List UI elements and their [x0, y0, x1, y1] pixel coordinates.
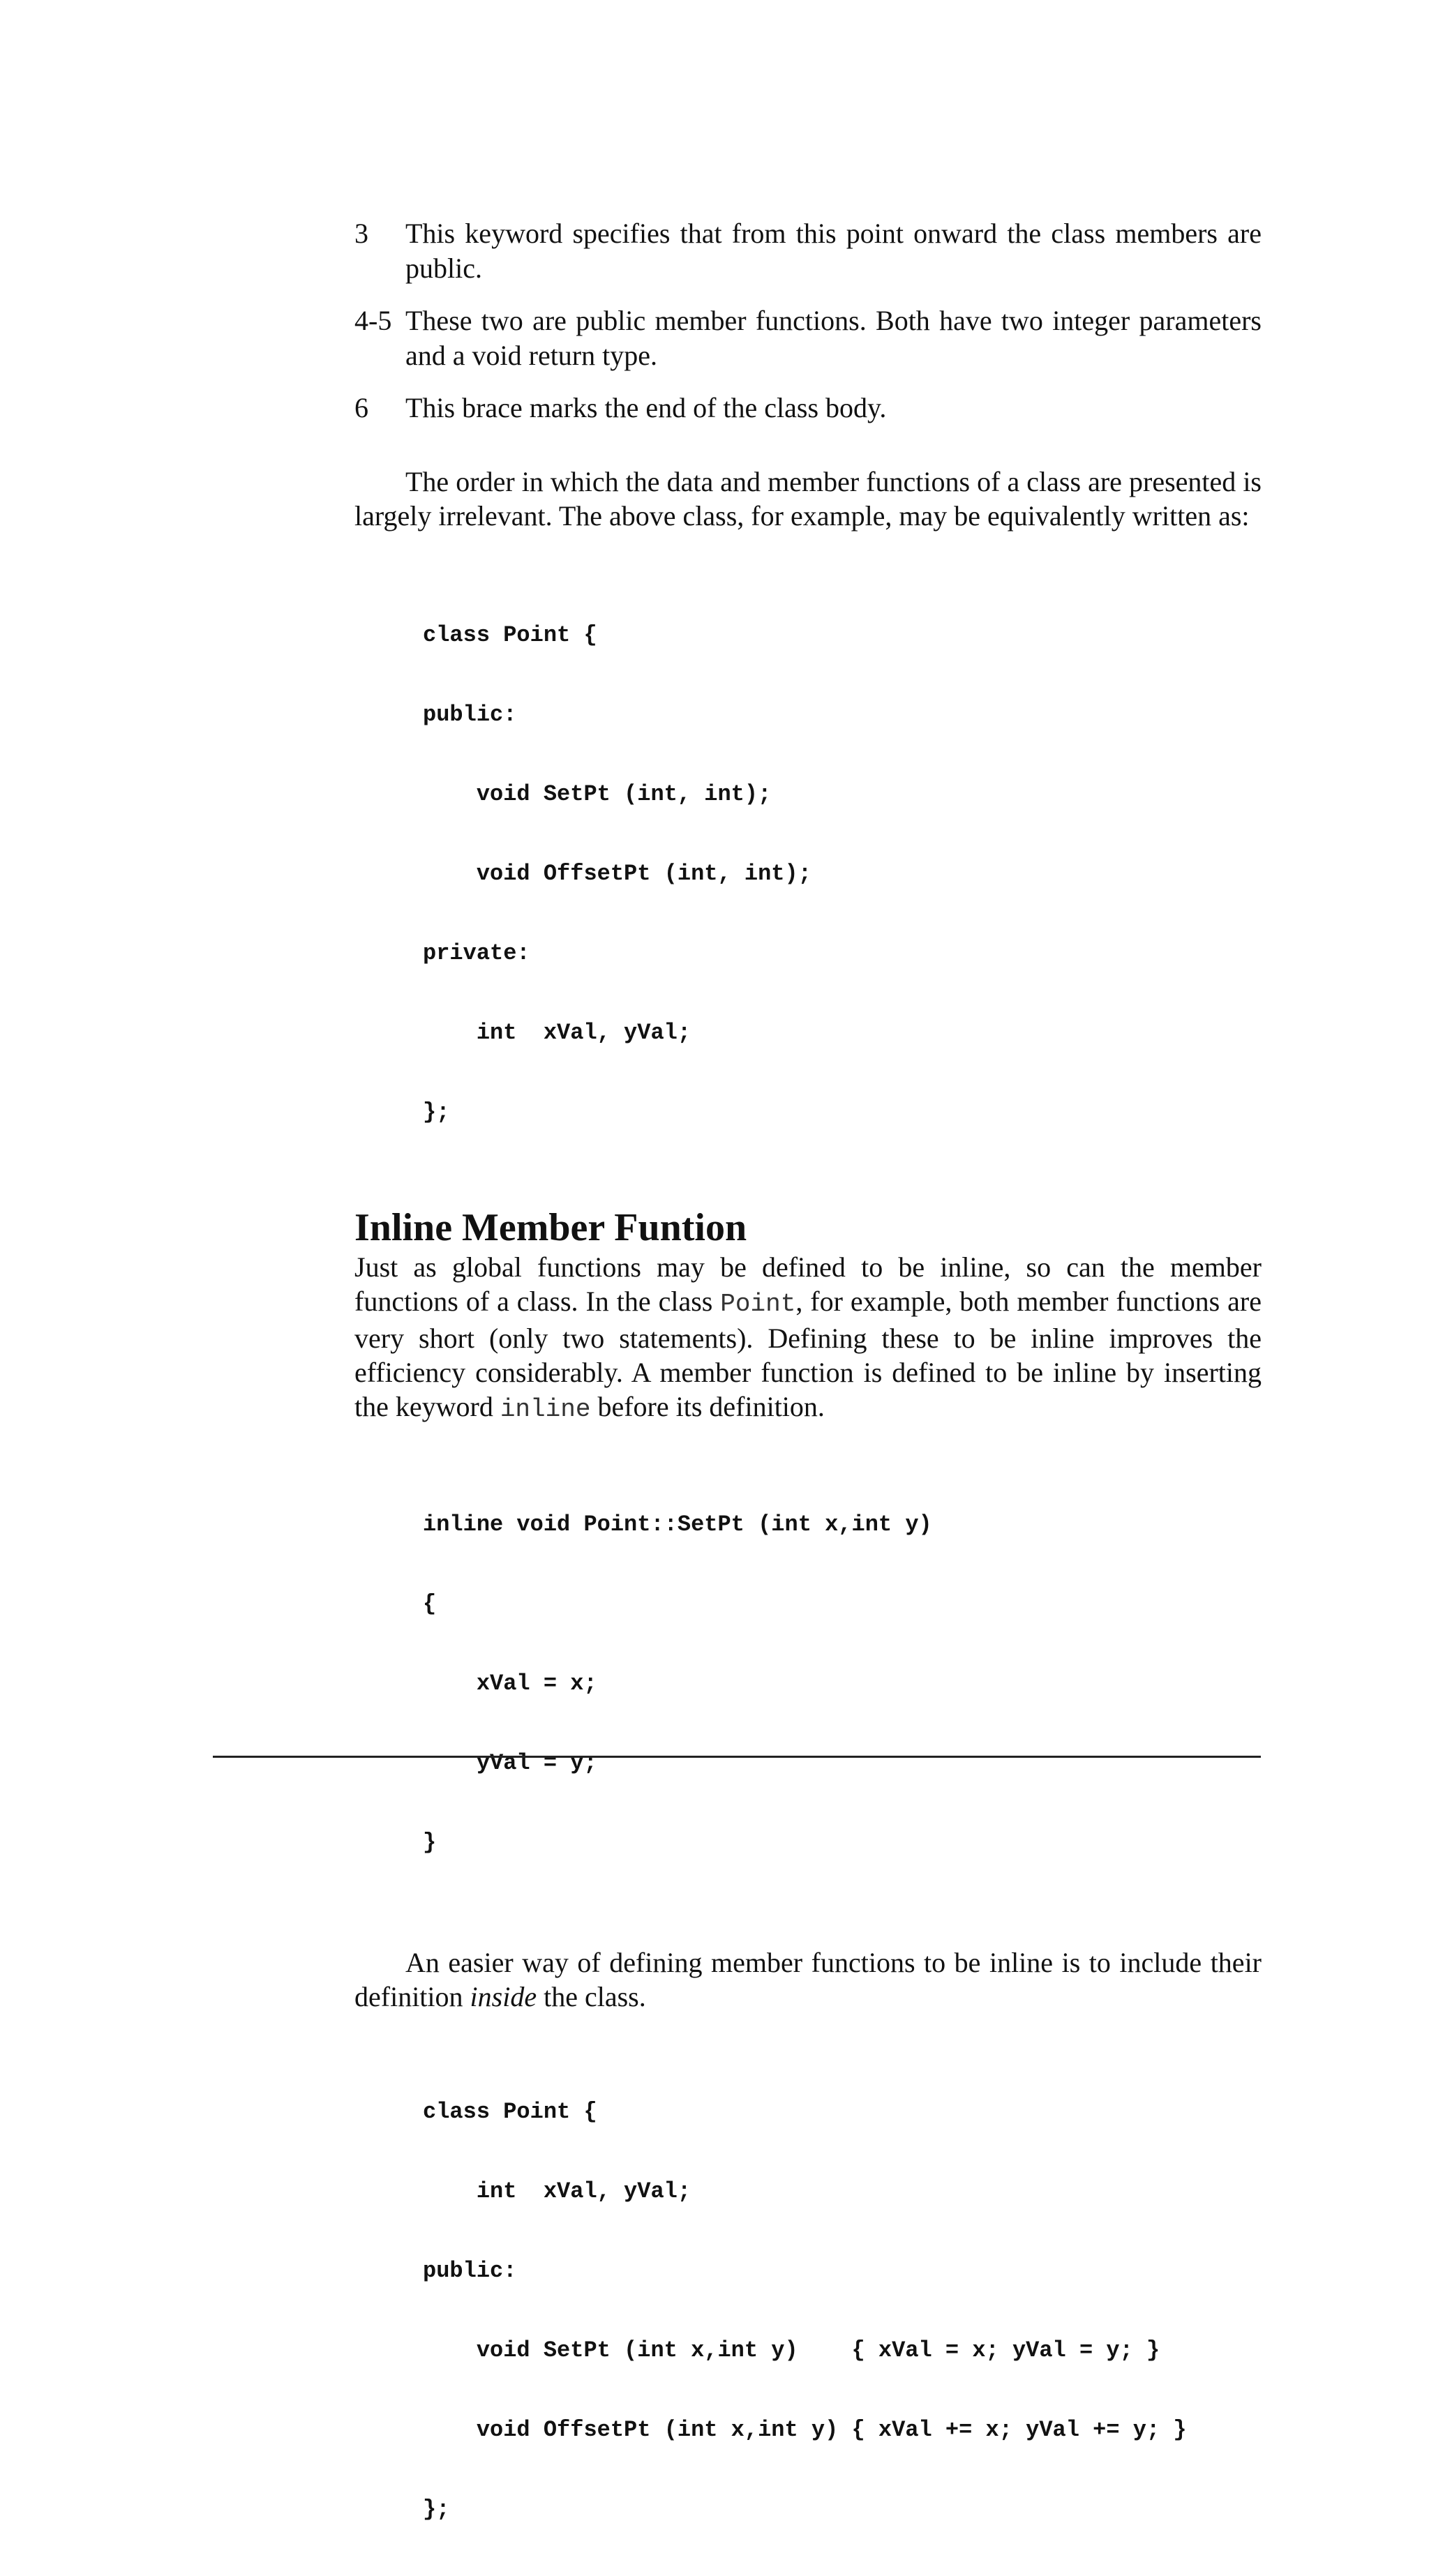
code-line: int xVal, yVal;	[423, 2178, 691, 2204]
section-heading: Inline Member Funtion	[354, 1206, 747, 1249]
emphasis-text: inside	[470, 1981, 537, 2012]
line-note-number: 6	[354, 392, 368, 423]
code-line: void OffsetPt (int, int);	[423, 861, 811, 887]
line-note-number: 3	[354, 218, 368, 249]
footer-divider	[213, 1756, 1261, 1758]
line-note	[354, 391, 1262, 425]
code-line: yVal = y;	[423, 1750, 597, 1776]
line-note-text: This keyword specifies that from this point onward the class members are public.	[405, 218, 1262, 284]
body-paragraph	[354, 1250, 1262, 1426]
paragraph-text: , for example, both member functions are very short (only two statements). Defining these to be inline improves the efficiency considerably. A member function is defined to be inline by inserting the keyword	[354, 1286, 1262, 1422]
code-line: int xVal, yVal;	[423, 1020, 691, 1046]
code-line: void SetPt (int, int);	[423, 781, 772, 807]
inline-code-point: Point	[720, 1290, 796, 1318]
line-notes	[354, 216, 1262, 425]
body-paragraph	[354, 1945, 1262, 2014]
code-line: public:	[423, 702, 517, 728]
code-line: public:	[423, 2258, 517, 2284]
code-line: inline void Point::SetPt (int x,int y)	[423, 1512, 932, 1537]
line-note	[354, 303, 1262, 373]
line-note	[354, 216, 1262, 286]
page-content	[354, 216, 1262, 2576]
line-note-text: This brace marks the end of the class body.	[405, 392, 887, 423]
paragraph-text: An easier way of defining member functions to be inline is to include their definition	[354, 1947, 1262, 2012]
code-line: class Point {	[423, 622, 597, 648]
code-block-inline-setpt	[423, 1459, 1262, 1909]
paragraph-text: the class.	[537, 1981, 646, 2012]
line-note-number: 4-5	[354, 305, 392, 336]
code-line: };	[423, 2496, 450, 2522]
body-paragraph: The order in which the data and member functions of a class are presented is largely irrelevant. The above class, for example, may be equivalently written as:	[354, 466, 1262, 532]
paragraph-text: before its definition.	[590, 1391, 825, 1422]
code-line: xVal = x;	[423, 1671, 597, 1696]
code-line: {	[423, 1591, 437, 1617]
code-block-class-point-inline	[423, 2046, 1262, 2576]
code-line: }	[423, 1830, 437, 1855]
code-line: void SetPt (int x,int y) { xVal = x; yVal = y; }	[423, 2337, 1160, 2363]
line-note-text: These two are public member functions. Both have two integer parameters and a void return type.	[405, 305, 1262, 371]
inline-code-inline: inline	[500, 1395, 591, 1424]
code-line: private:	[423, 940, 530, 966]
code-line: };	[423, 1099, 450, 1125]
code-line: class Point {	[423, 2099, 597, 2125]
code-block-class-point-reordered	[423, 569, 1262, 1179]
paragraph-text: Just as global functions may be defined to be inline, so can the member functions of a class. In the class	[354, 1251, 1262, 1317]
code-line: void OffsetPt (int x,int y) { xVal += x; yVal += y; }	[423, 2417, 1187, 2443]
